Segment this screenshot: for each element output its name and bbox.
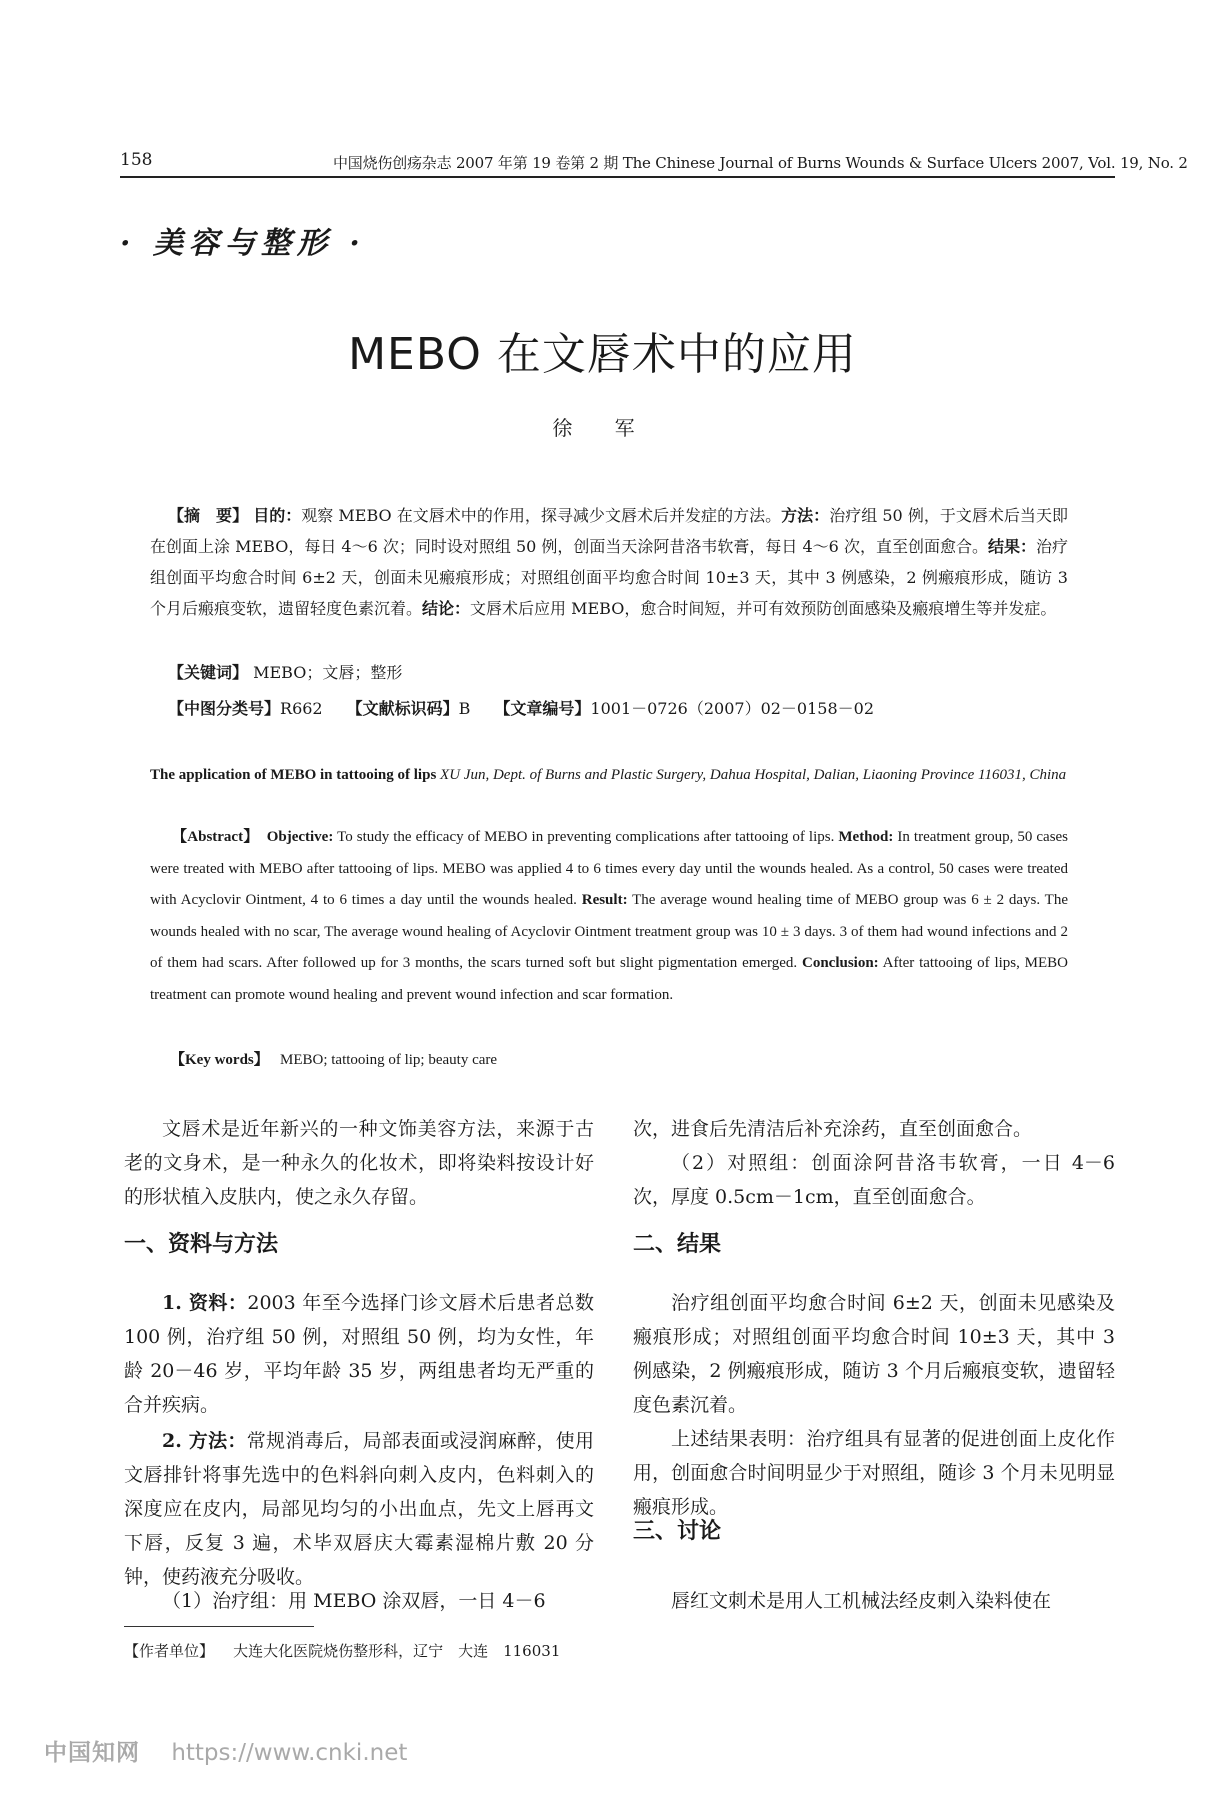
result-label: 结果：	[987, 537, 1036, 556]
english-abstract	[150, 822, 1068, 1011]
conclusion-label: 结论：	[422, 599, 471, 618]
en-result-text: The average wound healing time of MEBO group was 6 ± 2 days. The wounds healed with no scar, The average wound healing of Acyclovir Ointment treatment group was 10 ± 3 days. 3 of them had wound infections and 2 of them had scars. After followed up for 3 months, the scars turned soft but slight pigmentation emerged.	[150, 892, 1068, 971]
english-title: The application of MEBO in tattooing of lips	[150, 767, 437, 783]
control-paragraph: （2）对照组：创面涂阿昔洛韦软膏，一日 4－6 次，厚度 0.5cm－1cm，直至创面愈合。	[633, 1152, 1115, 1208]
section-heading-methods: 一、资料与方法	[124, 1232, 279, 1257]
methods-section	[124, 1424, 594, 1594]
cnki-watermark	[44, 1734, 407, 1767]
result-text: 治疗组创面平均愈合时间 6±2 天，创面未见瘢痕形成；对照组创面平均愈合时间 10±3 天，其中 3 例感染，2 例瘢痕形成，随访 3 个月后瘢痕变软，遗留轻度色素沉着。	[150, 537, 1068, 618]
materials-text: 2003 年至今选择门诊文唇术后患者总数 100 例，治疗组 50 例，对照组 50 例，均为女性，年龄 20－46 岁，平均年龄 35 岁，两组患者均无严重的合并疾病。	[124, 1292, 594, 1416]
page-number: 158	[120, 150, 153, 170]
cnki-url: https://www.cnki.net	[171, 1740, 408, 1766]
journal-running-header: 中国烧伤创疡杂志 2007 年第 19 卷第 2 期 The Chinese Journal of Burns Wounds & Surface Ulcers 2007, Vol. 19, No. 2	[333, 154, 1188, 172]
treatment-cont-paragraph: 次，进食后先清洁后补充涂药，直至创面愈合。	[633, 1118, 1033, 1140]
en-keywords-text: MEBO; tattooing of lip; beauty care	[280, 1052, 498, 1068]
en-objective-text: To study the efficacy of MEBO in preventing complications after tattooing of lips.	[337, 829, 835, 845]
author-name: 徐 军	[552, 416, 653, 440]
en-abstract-label: 【Abstract】	[172, 829, 259, 845]
chinese-abstract	[150, 500, 1068, 624]
clc-label: 【中图分类号】	[168, 699, 281, 718]
discussion-section	[633, 1584, 1115, 1618]
method-text: 治疗组 50 例，于文唇术后当天即在创面上涂 MEBO，每日 4～6 次；同时设对照组 50 例，创面当天涂阿昔洛韦软膏，每日 4～6 次，直至创面愈合。	[150, 506, 1068, 556]
results-paragraph-2: 上述结果表明：治疗组具有显著的促进创面上皮化作用，创面愈合时间明显少于对照组，随诊 3 个月未见明显瘢痕形成。	[633, 1428, 1115, 1518]
discussion-paragraph: 唇红文刺术是用人工机械法经皮刺入染料使在	[671, 1590, 1052, 1612]
abstract-label: 【摘 要】	[168, 506, 249, 525]
en-result-label: Result:	[581, 892, 628, 908]
header-rule	[120, 176, 1115, 178]
methods-paragraph	[124, 1424, 594, 1594]
cnki-logo: 中国知网	[44, 1740, 140, 1766]
method-label: 方法：	[781, 506, 830, 525]
materials-paragraph	[124, 1286, 594, 1422]
en-method-text: In treatment group, 50 cases were treated with MEBO after tattooing of lips. MEBO was applied 4 to 6 times every day until the wounds healed. As a control, 50 cases were treated with Acyclovir Ointment, 4 to 6 times a day until the wounds healed.	[150, 829, 1069, 908]
english-title-line	[150, 760, 1068, 790]
en-objective-label: Objective:	[266, 829, 334, 845]
materials-section	[124, 1286, 594, 1422]
treatment-group	[124, 1584, 594, 1618]
en-conclusion-label: Conclusion:	[801, 955, 879, 971]
keywords-en	[170, 1048, 497, 1069]
column-label: · 美容与整形 ·	[120, 226, 366, 261]
keywords-cn	[168, 660, 402, 683]
article-title: MEBO 在文唇术中的应用	[348, 329, 857, 380]
footnote-rule	[124, 1626, 314, 1627]
en-keywords-label: 【Key words】	[170, 1052, 269, 1068]
author-affiliation-footnote	[124, 1640, 560, 1661]
results-paragraph-1: 治疗组创面平均愈合时间 6±2 天，创面未见感染及瘢痕形成；对照组创面平均愈合时间 10±3 天，其中 3 例感染，2 例瘢痕形成，随访 3 个月后瘢痕变软，遗留轻度色素沉着。	[633, 1292, 1115, 1416]
methods-text: 常规消毒后，局部表面或浸润麻醉，使用文唇排针将事先选中的色料斜向刺入皮内，色料刺入的深度应在皮内，局部见均匀的小出血点，先文上唇再文下唇，反复 3 遍，术毕双唇庆大霉素湿棉片敷 20 分钟，使药液充分吸收。	[124, 1430, 594, 1588]
section-heading-discussion: 三、讨论	[633, 1519, 722, 1544]
intro-paragraph: 文唇术是近年新兴的一种文饰美容方法，来源于古老的文身术，是一种永久的化妆术，即将染料按设计好的形状植入皮肤内，使之永久存留。	[124, 1118, 594, 1208]
materials-label: 1. 资料：	[162, 1292, 248, 1314]
en-conclusion-text: After tattooing of lips, MEBO treatment can promote wound healing and prevent wound infection and scar formation.	[150, 955, 1069, 1003]
objective-text: 观察 MEBO 在文唇术中的作用，探寻减少文唇术后并发症的方法。	[301, 506, 782, 525]
clc-value: R662	[280, 699, 323, 718]
treatment-continued	[633, 1112, 1115, 1214]
conclusion-text: 文唇术后应用 MEBO，愈合时间短，并可有效预防创面感染及瘢痕增生等并发症。	[470, 599, 1057, 618]
treatment-paragraph: （1）治疗组：用 MEBO 涂双唇，一日 4－6	[162, 1590, 546, 1612]
article-number-value: 1001－0726（2007）02－0158－02	[590, 699, 875, 718]
footnote-label: 【作者单位】	[124, 1642, 215, 1660]
objective-label: 目的：	[253, 506, 302, 525]
body-intro	[124, 1112, 594, 1214]
doc-code-value: B	[458, 699, 471, 718]
keywords-label: 【关键词】	[168, 663, 249, 682]
section-heading-results: 二、结果	[633, 1232, 722, 1257]
keywords-text: MEBO；文唇；整形	[253, 663, 403, 682]
classification-line	[168, 696, 874, 719]
footnote-text: 大连大化医院烧伤整形科，辽宁 大连 116031	[233, 1642, 561, 1660]
english-affiliation: XU Jun, Dept. of Burns and Plastic Surgery, Dahua Hospital, Dalian, Liaoning Province 116031, China	[440, 767, 1067, 783]
article-number-label: 【文章编号】	[494, 699, 591, 718]
methods-label: 2. 方法：	[162, 1430, 247, 1452]
en-method-label: Method:	[838, 829, 894, 845]
results-section	[633, 1286, 1115, 1524]
doc-code-label: 【文献标识码】	[346, 699, 459, 718]
